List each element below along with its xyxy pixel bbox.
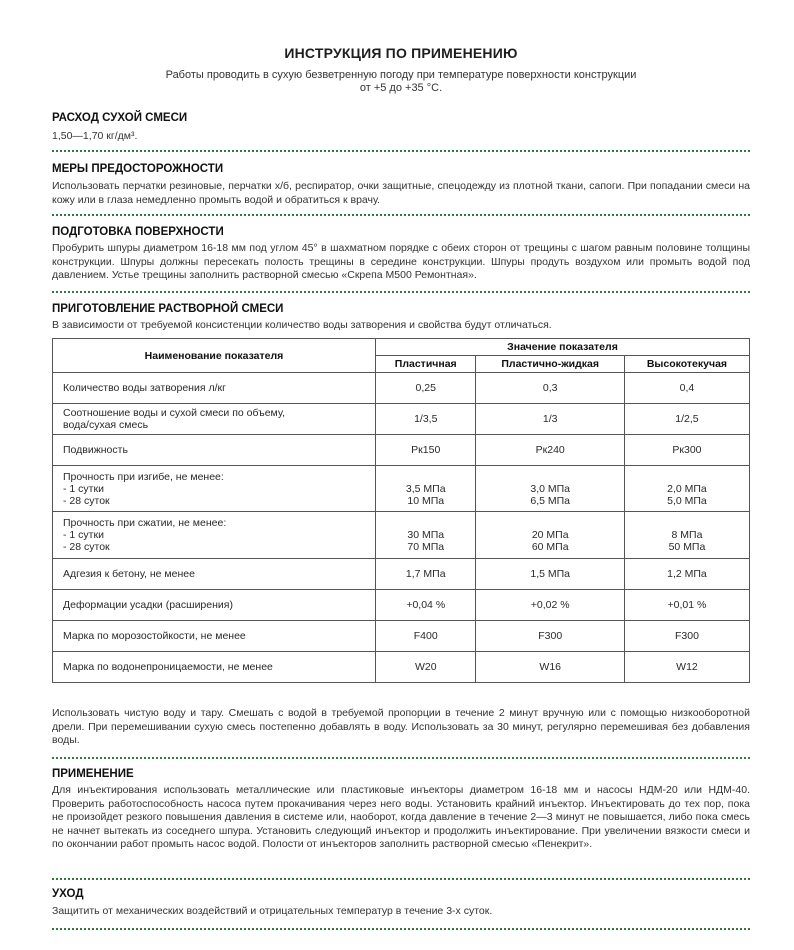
row-value: Рк150 xyxy=(376,435,476,466)
row-name: Марка по морозостойкости, не менее xyxy=(53,621,376,652)
subtitle-line-2: от +5 до +35 °С. xyxy=(359,82,443,94)
table-row xyxy=(53,373,750,404)
row-value: 1/3,5 xyxy=(376,404,476,435)
table-row xyxy=(53,466,750,512)
section-divider xyxy=(52,150,750,152)
surface-heading: ПОДГОТОВКА ПОВЕРХНОСТИ xyxy=(52,226,224,238)
care-text: Защитить от механических воздействий и отрицательных температур в течение 3-х суток. xyxy=(52,905,493,917)
mix-intro-text: В зависимости от требуемой консистенции количество воды затворения и свойства будут отличаться. xyxy=(52,319,552,331)
precautions-heading: МЕРЫ ПРЕДОСТОРОЖНОСТИ xyxy=(52,163,224,175)
table-row xyxy=(53,435,750,466)
consumption-text: 1,50—1,70 кг/дм³. xyxy=(52,130,138,142)
row-value: 2,0 МПа 5,0 МПа xyxy=(624,466,749,512)
row-value: F300 xyxy=(624,621,749,652)
table-row xyxy=(53,590,750,621)
row-value: 1/2,5 xyxy=(624,404,749,435)
application-heading: ПРИМЕНЕНИЕ xyxy=(52,768,134,780)
row-value: F300 xyxy=(476,621,624,652)
row-name: Адгезия к бетону, не менее xyxy=(53,559,376,590)
row-value: +0,04 % xyxy=(376,590,476,621)
section-divider xyxy=(52,757,750,759)
row-name: Подвижность xyxy=(53,435,376,466)
row-value: 1,7 МПа xyxy=(376,559,476,590)
table-row xyxy=(53,652,750,683)
row-name: Прочность при изгибе, не менее: - 1 сутки - 28 суток xyxy=(53,466,376,512)
table-row xyxy=(53,512,750,559)
section-divider xyxy=(52,291,750,293)
row-name: Количество воды затворения л/кг xyxy=(53,373,376,404)
row-value: 3,0 МПа 6,5 МПа xyxy=(476,466,624,512)
table-header-name: Наименование показателя xyxy=(53,339,376,373)
row-value: +0,02 % xyxy=(476,590,624,621)
row-value: 8 МПа 50 МПа xyxy=(624,512,749,559)
row-value: 3,5 МПа 10 МПа xyxy=(376,466,476,512)
page-title: ИНСТРУКЦИЯ ПО ПРИМЕНЕНИЮ xyxy=(284,45,518,61)
precautions-text: Использовать перчатки резиновые, перчатки х/б, респиратор, очки защитные, спецодежду из плотной ткани, сапоги. При попадании смеси на кожу или в глаза немедленно промыть водой и обратиться к врачу. xyxy=(52,180,750,206)
row-value: 1,2 МПа xyxy=(624,559,749,590)
mix-after-text: Использовать чистую воду и тару. Смешать с водой в требуемой пропорции в течение 2 минут вручную или с помощью низкооборотной дрели. При перемешивании сухую смесь постепенно добавлять в воду. Использовать за 30 минут, регулярно перемешивая без добавления воды. xyxy=(52,707,750,747)
table-row xyxy=(53,404,750,435)
row-value: F400 xyxy=(376,621,476,652)
row-name: Деформации усадки (расширения) xyxy=(53,590,376,621)
row-name: Марка по водонепроницаемости, не менее xyxy=(53,652,376,683)
application-text: Для инъектирования использовать металлические или пластиковые инъекторы диаметром 16-18 мм и насосы НДМ-20 или НДМ-40. Проверить работоспособность насоса путем прокачивания через него воды. Установить крайний инъектор. Инъектировать до тех пор, пока не произойдет резкого повышения давления в системе или, наоборот, когда давление в течение 2—3 минут не повышается, либо пока смесь не начнет вытекать из соседнего шпура. Установить следующий инъектор и продолжить инъектирование. При увеличении вязкости смеси и по окончании работ промыть насос водой. Полости от инъекторов заполнить растворной смесью «Пенекрит». xyxy=(52,784,750,851)
row-value: W12 xyxy=(624,652,749,683)
table-row xyxy=(53,621,750,652)
surface-text: Пробурить шпуры диаметром 16-18 мм под углом 45° в шахматном порядке с обеих сторон от трещины с шагом равным половине толщины конструкции. Шпуры должны пересекать полость трещины в середине конструкции. Шпуры продуть воздухом или промыть водой под давлением. Устье трещины заполнить растворной смесью «Скрепа М500 Ремонтная». xyxy=(52,242,750,282)
table-header-col-1: Пластичная xyxy=(376,356,476,373)
section-divider xyxy=(52,214,750,216)
row-value: 0,3 xyxy=(476,373,624,404)
row-value: 0,4 xyxy=(624,373,749,404)
table-header-col-3: Высокотекучая xyxy=(624,356,749,373)
row-value: 1/3 xyxy=(476,404,624,435)
row-value: 30 МПа 70 МПа xyxy=(376,512,476,559)
row-value: 20 МПа 60 МПа xyxy=(476,512,624,559)
table-header-col-2: Пластично-жидкая xyxy=(476,356,624,373)
row-value: Рк300 xyxy=(624,435,749,466)
row-value: 1,5 МПа xyxy=(476,559,624,590)
row-name: Прочность при сжатии, не менее: - 1 сутки - 28 суток xyxy=(53,512,376,559)
mix-heading: ПРИГОТОВЛЕНИЕ РАСТВОРНОЙ СМЕСИ xyxy=(52,303,284,315)
subtitle-line-1: Работы проводить в сухую безветренную погоду при температуре поверхности конструкции xyxy=(165,69,637,81)
table-header-group: Значение показателя xyxy=(376,339,750,356)
table-row xyxy=(53,559,750,590)
consumption-heading: РАСХОД СУХОЙ СМЕСИ xyxy=(52,112,188,124)
row-value: W16 xyxy=(476,652,624,683)
care-heading: УХОД xyxy=(52,888,84,900)
section-divider xyxy=(52,878,750,880)
row-name: Соотношение воды и сухой смеси по объему, вода/сухая смесь xyxy=(53,404,376,435)
properties-table xyxy=(52,338,750,683)
row-value: Рк240 xyxy=(476,435,624,466)
row-value: W20 xyxy=(376,652,476,683)
page-subtitle xyxy=(52,69,750,95)
section-divider xyxy=(52,928,750,930)
row-value: 0,25 xyxy=(376,373,476,404)
row-value: +0,01 % xyxy=(624,590,749,621)
